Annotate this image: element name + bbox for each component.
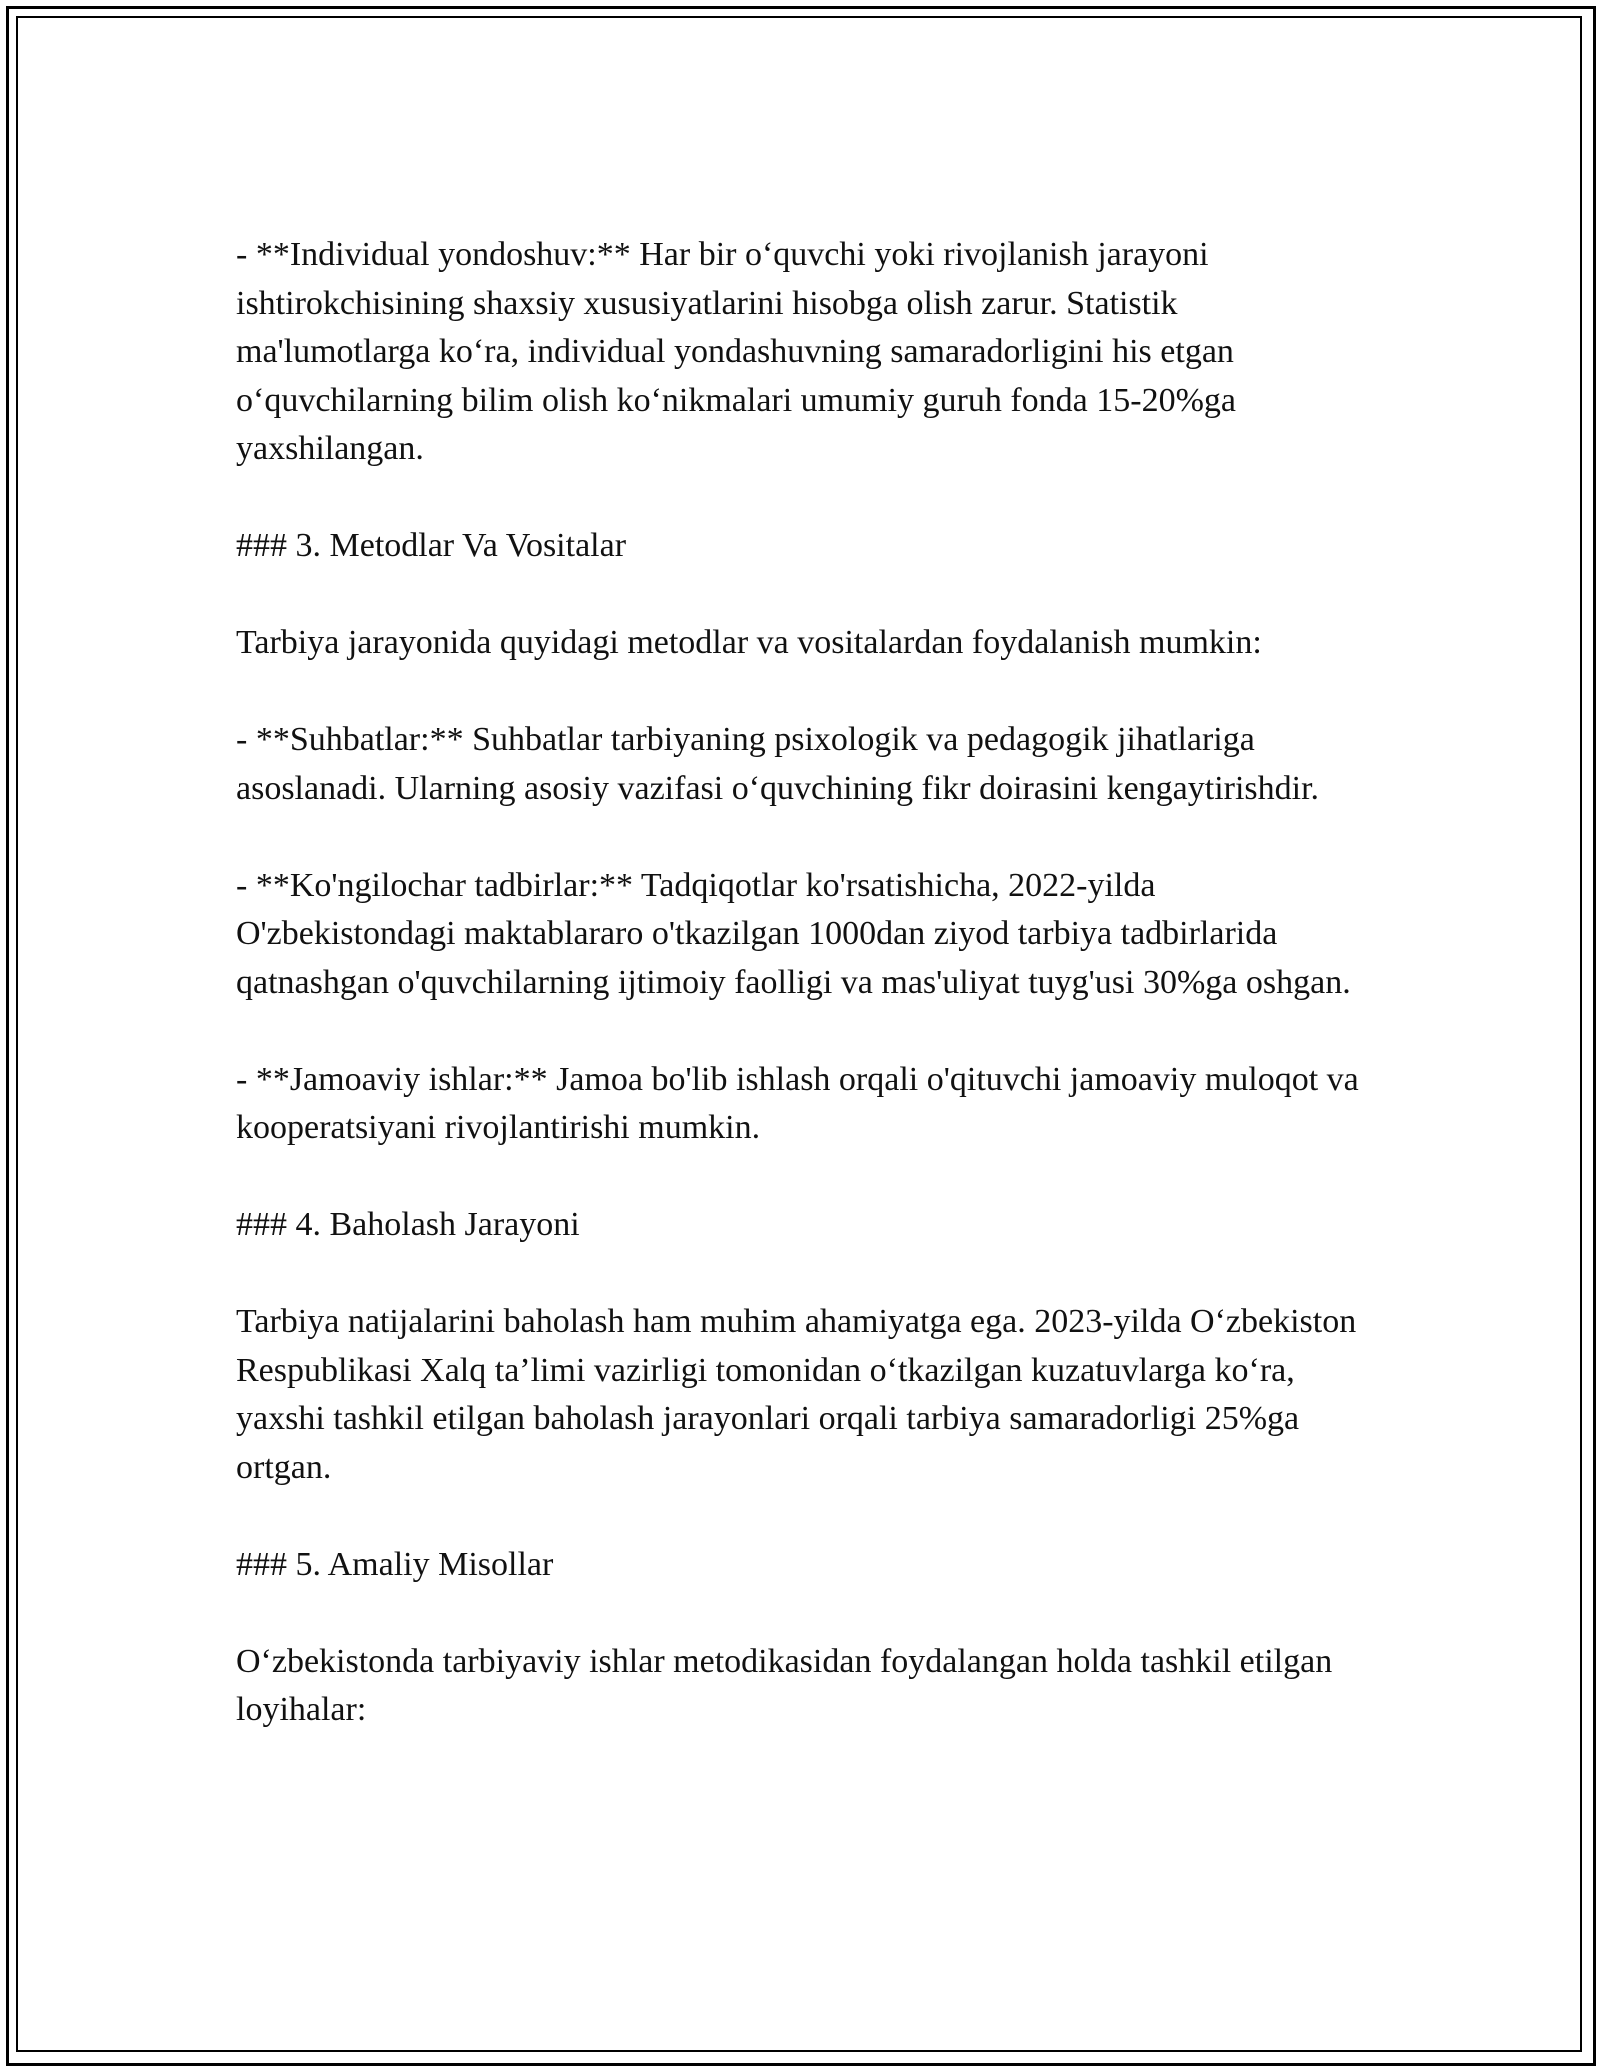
paragraph-projects: O‘zbekistonda tarbiyaviy ishlar metodikasidan foydalangan holda tashkil etilgan loyihalar: — [236, 1642, 1333, 1728]
paragraph-individual-approach: - **Individual yondoshuv:** Har bir o‘quvchi yoki rivojlanish jarayoni ishtirokchisining shaxsiy xususiyatlarini hisobga olish zarur. Statistik ma'lumotlarga ko‘ra, individual yondashuvning samaradorligini his etgan o‘quvchilarning bilim olish ko‘nikmalari umumiy guruh fonda 15-20%ga yaxshilangan. — [236, 236, 1236, 467]
paragraph-conversations: - **Suhbatlar:** Suhbatlar tarbiyaning psixologik va pedagogik jihatlariga asoslanadi. Ularning asosiy vazifasi o‘quvchining fikr doirasini kengaytirishdir. — [236, 721, 1320, 807]
heading-assessment-process: ### 4. Baholash Jarayoni — [236, 1206, 580, 1243]
heading-methods-and-tools: ### 3. Metodlar Va Vositalar — [236, 527, 627, 564]
paragraph-team-work: - **Jamoaviy ishlar:** Jamoa bo'lib ishlash orqali o'qituvchi jamoaviy muloqot va kooperatsiyani rivojlantirishi mumkin. — [236, 1060, 1359, 1146]
paragraph-entertainment-events: - **Ko'ngilochar tadbirlar:** Tadqiqotlar ko'rsatishicha, 2022-yilda O'zbekistondagi maktablararo o'tkazilgan 1000dan ziyod tarbiya tadbirlarida qatnashgan o'quvchilarning ijtimoiy faolligi va mas'uliyat tuyg'usi 30%ga oshgan. — [236, 866, 1351, 1001]
paragraph-methods-intro: Tarbiya jarayonida quyidagi metodlar va vositalardan foydalanish mumkin: — [236, 624, 1262, 661]
heading-practical-examples: ### 5. Amaliy Misollar — [236, 1545, 554, 1583]
document-body — [236, 231, 1376, 1783]
paragraph-assessment: Tarbiya natijalarini baholash ham muhim ahamiyatga ega. 2023-yilda O‘zbekiston Respublikasi Xalq ta’limi vazirligi tomonidan o‘tkazilgan kuzatuvlarga ko‘ra, yaxshi tashkil etilgan baholash jarayonlari orqali tarbiya samaradorligi 25%ga ortgan. — [236, 1303, 1357, 1486]
